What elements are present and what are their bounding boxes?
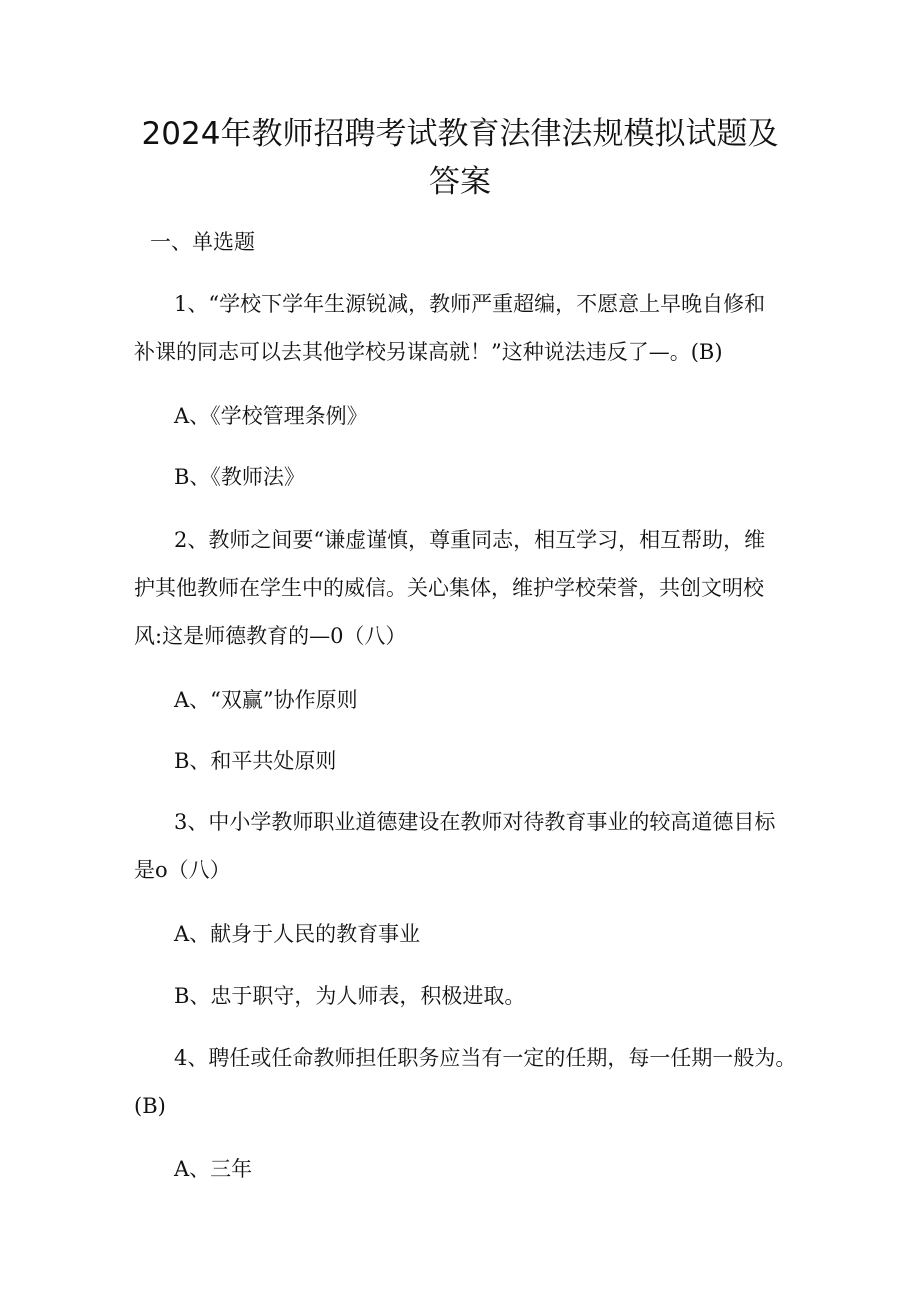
document-title-line-1: 2024年教师招聘考试教育法律法规模拟试题及: [141, 116, 779, 152]
question-2-option-a: A、“双赢”协作原则: [174, 688, 358, 712]
question-4: [134, 1044, 797, 1120]
question-2-line-3: 风:这是师德教育的—0（八）: [134, 624, 407, 648]
question-4-line-2: (B): [134, 1094, 166, 1118]
question-2-option-b: B、和平共处原则: [174, 749, 337, 773]
question-1-line-2: 补课的同志可以去其他学校另谋高就！”这种说法违反了—。(B): [134, 340, 723, 364]
question-1: [134, 290, 794, 366]
question-1-option-b: B、《教师法》: [174, 465, 305, 489]
question-4-option-a: A、三年: [174, 1157, 253, 1181]
section-heading: 一、单选题: [150, 230, 255, 254]
document-title-line-2: 答案: [429, 164, 491, 200]
question-2-line-1: 2、教师之间要“谦虚谨慎，尊重同志，相互学习，相互帮助，维: [174, 528, 766, 552]
question-3-option-a: A、献身于人民的教育事业: [174, 922, 421, 946]
question-3: [134, 808, 794, 884]
question-1-option-a: A、《学校管理条例》: [174, 404, 368, 428]
question-2: [134, 526, 794, 650]
question-3-line-1: 3、中小学教师职业道德建设在教师对待教育事业的较高道德目标: [174, 810, 776, 834]
question-3-line-2: 是o（八）: [134, 858, 231, 882]
question-1-line-1: 1、“学校下学年生源锐减，教师严重超编，不愿意上早晚自修和: [174, 292, 766, 316]
question-3-option-b: B、忠于职守，为人师表，积极进取。: [174, 984, 526, 1008]
question-4-line-1: 4、聘任或任命教师担任职务应当有一定的任期，每一任期一般为。: [174, 1046, 797, 1070]
question-2-line-2: 护其他教师在学生中的威信。关心集体，维护学校荣誉，共创文明校: [134, 576, 764, 600]
